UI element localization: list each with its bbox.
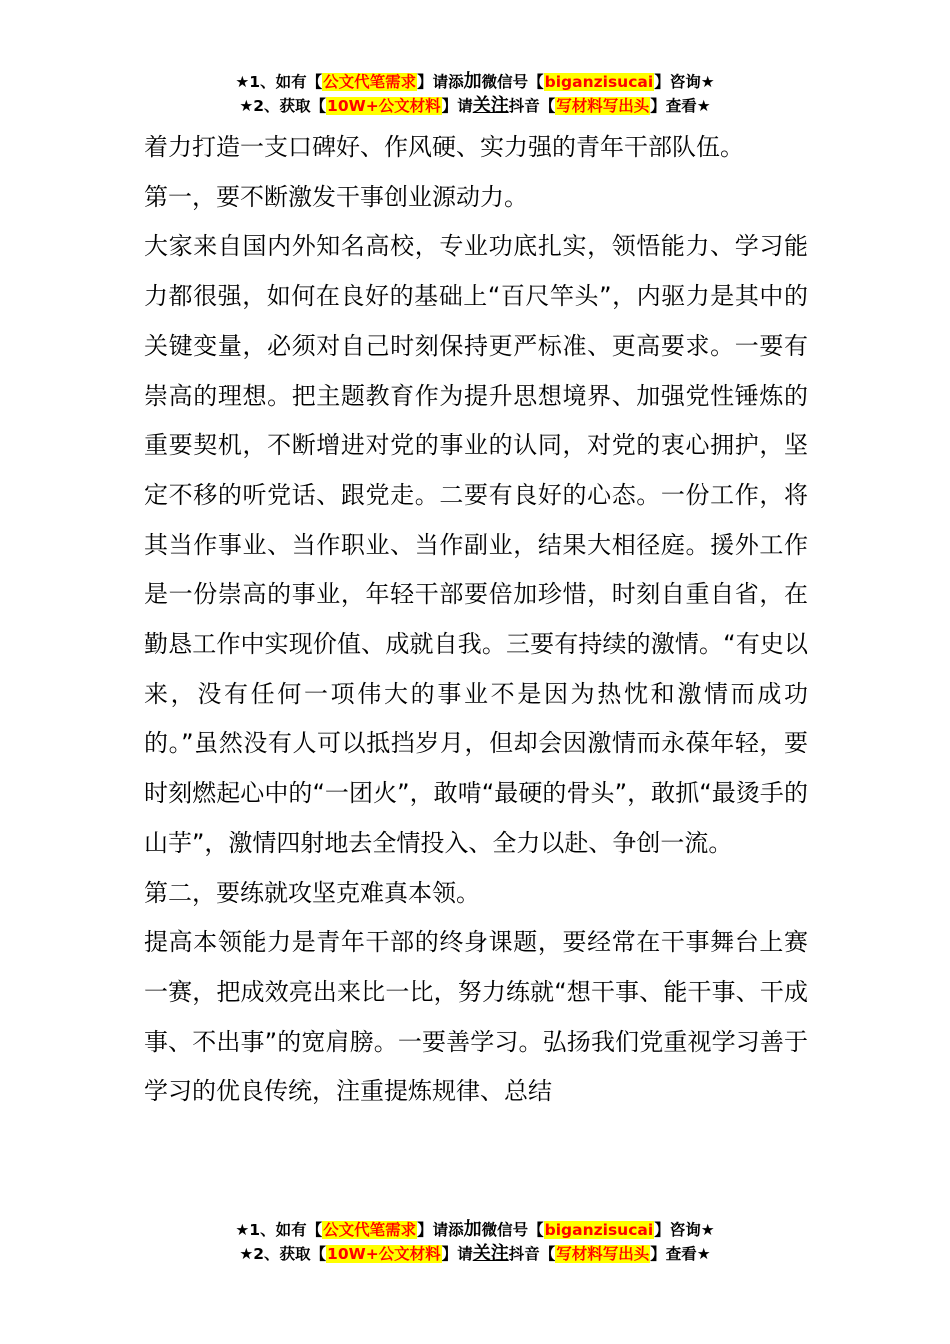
promo-line-2: ★2、获取【10W+公文材料】请关注抖音【写材料写出头】查看★ <box>239 95 711 116</box>
promo-line-1: ★1、如有【公文代笔需求】请添加微信号【biganzisucai】咨询★ <box>235 71 715 92</box>
paragraph: 提高本领能力是青年干部的终身课题，要经常在干事舞台上赛一赛，把成效亮出来比一比，努力练就“想干事、能干事、干成事、不出事”的宽肩膀。一要善学习。弘扬我们党重视学习善于学习的优良传统，注重提炼规律、总结 <box>144 928 808 1106</box>
promo-highlight: 10W+公文材料 <box>327 97 441 115</box>
document-body <box>144 123 808 1117</box>
douyin-id-highlight: 写材料写出头 <box>556 97 650 115</box>
promo-line-2: ★2、获取【10W+公文材料】请关注抖音【写材料写出头】查看★ <box>239 1243 711 1264</box>
section-heading: 第一，要不断激发干事创业源动力。 <box>144 182 528 211</box>
section-heading: 第二，要练就攻坚克难真本领。 <box>144 878 480 907</box>
promo-highlight: 10W+公文材料 <box>327 1245 441 1263</box>
promo-highlight: 公文代笔需求 <box>323 1221 417 1239</box>
wechat-id-highlight: biganzisucai <box>544 73 654 91</box>
douyin-id-highlight: 写材料写出头 <box>556 1245 650 1263</box>
promo-highlight: 公文代笔需求 <box>323 73 417 91</box>
paragraph: 着力打造一支口碑好、作风硬、实力强的青年干部队伍。 <box>144 133 744 161</box>
header-promo-banner <box>0 70 950 118</box>
paragraph: 大家来自国内外知名高校，专业功底扎实，领悟能力、学习能力都很强，如何在良好的基础上“百尺竿头”，内驱力是其中的关键变量，必须对自己时刻保持更严标准、更高要求。一要有崇高的理想。把主题教育作为提升思想境界、加强党性锤炼的重要契机，不断增进对党的事业的认同，对党的衷心拥护，坚定不移的听党话、跟党走。二要有良好的心态。一份工作，将其当作事业、当作职业、当作副业，结果大相径庭。援外工作是一份崇高的事业，年轻干部要倍加珍惜，时刻自重自省，在勤恳工作中实现价值、成就自我。三要有持续的激情。“有史以来，没有任何一项伟大的事业不是因为热忱和激情而成功的。”虽然没有人可以抵挡岁月，但却会因激情而永葆年轻，要时刻燃起心中的“一团火”，敢啃“最硬的骨头”，敢抓“最烫手的山芋”，激情四射地去全情投入、全力以赴、争创一流。 <box>144 232 808 857</box>
footer-promo-banner <box>0 1218 950 1266</box>
promo-line-1: ★1、如有【公文代笔需求】请添加微信号【biganzisucai】咨询★ <box>235 1219 715 1240</box>
wechat-id-highlight: biganzisucai <box>544 1221 654 1239</box>
